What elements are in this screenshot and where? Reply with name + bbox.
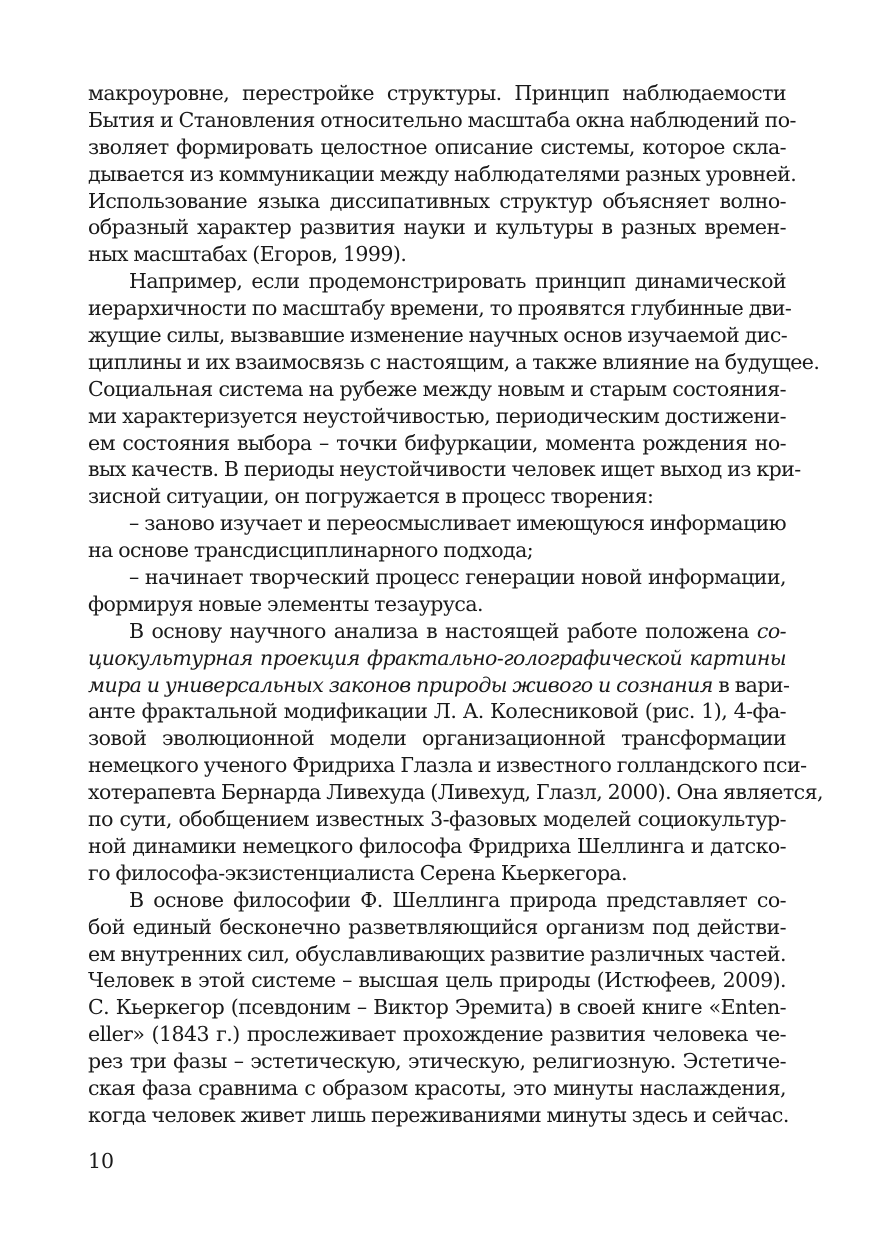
text-line: зисной ситуации, он погружается в процесс творения: (88, 484, 654, 509)
text-line-italic: циокультурная проекция фрактально-голографической картины (88, 645, 786, 670)
text-line: хотерапевта Бернарда Ливехуда (Ливехуд, Глазл, 2000). Она является, (88, 780, 823, 805)
text-line: зволяет формировать целостное описание системы, которое скла- (88, 134, 786, 159)
text-line: циплины и их взаимосвязь с настоящим, а также влияние на будущее. (88, 349, 820, 374)
text-normal: В основу научного анализа в настоящей работе положена (129, 618, 757, 643)
text-line: Например, если продемонстрировать принцип динамической (129, 269, 786, 294)
text-line: бой единый бесконечно разветвляющийся организм под действи- (88, 914, 786, 939)
text-line (88, 618, 786, 645)
text-line: рез три фазы – эстетическую, этическую, религиозную. Эстетиче- (88, 1049, 786, 1074)
text-line: иерархичности по масштабу времени, то проявятся глубинные дви- (88, 296, 792, 321)
paragraph-1 (88, 80, 797, 268)
text-line: го философа-экзистенциалиста Серена Кьеркегора. (88, 860, 628, 885)
text-italic: со- (756, 618, 786, 643)
paragraph-2 (88, 268, 820, 510)
text-line: анте фрактальной модификации Л. А. Колесниковой (рис. 1), 4-фа- (88, 699, 786, 724)
text-line: жущие силы, вызвавшие изменение научных основ изучаемой дис- (88, 323, 788, 348)
page-body-text (88, 80, 823, 1129)
list-item-2 (88, 564, 786, 618)
text-line: ми характеризуется неустойчивостью, периодическим достижени- (88, 403, 786, 428)
text-line: немецкого ученого Фридриха Глазла и известного голландского пси- (88, 753, 807, 778)
text-line: дывается из коммуникации между наблюдателями разных уровней. (88, 161, 797, 186)
text-line: макроуровне, перестройке структуры. Принцип наблюдаемости (88, 81, 786, 105)
text-line: ем внутренних сил, обуславливающих развитие различных частей. (88, 941, 786, 966)
text-line: ская фаза сравнима с образом красоты, это минуты наслаждения, (88, 1075, 786, 1100)
paragraph-4 (88, 887, 789, 1129)
text-line: – заново изучает и переосмысливает имеющуюся информацию (129, 511, 786, 536)
text-line: зовой эволюционной модели организационной трансформации (88, 726, 786, 751)
text-line: по сути, обобщением известных 3-фазовых моделей социокультур- (88, 807, 786, 832)
text-line (88, 672, 790, 699)
text-line: формируя новые элементы тезауруса. (88, 591, 483, 616)
text-line: ных масштабах (Егоров, 1999). (88, 242, 407, 267)
text-line: ем состояния выбора – точки бифуркации, момента рождения но- (88, 430, 786, 455)
text-line: В основе философии Ф. Шеллинга природа представляет со- (129, 887, 786, 912)
list-item-1 (88, 510, 786, 564)
text-line: образный характер развития науки и культуры в разных времен- (88, 215, 786, 240)
text-line: eller» (1843 г.) прослеживает прохождение развития человека че- (88, 1022, 786, 1047)
text-line: – начинает творческий процесс генерации новой информации, (129, 565, 786, 590)
text-line: когда человек живет лишь переживаниями минуты здесь и сейчас. (88, 1102, 789, 1127)
text-line: Бытия и Становления относительно масштаба окна наблюдений по- (88, 107, 796, 132)
text-line: С. Кьеркегор (псевдоним – Виктор Эремита) в своей книге «Enten- (88, 995, 786, 1020)
page-number: 10 (88, 1149, 115, 1173)
text-normal: в вари- (712, 672, 790, 697)
text-line: Социальная система на рубеже между новым и старым состояния- (88, 376, 786, 401)
text-line: на основе трансдисциплинарного подхода; (88, 538, 534, 563)
text-italic: мира и универсальных законов природы живого и сознания (88, 672, 713, 697)
text-line: Использование языка диссипативных структур объясняет волно- (88, 188, 786, 213)
text-line: Человек в этой системе – высшая цель природы (Истюфеев, 2009). (88, 968, 786, 993)
paragraph-3 (88, 618, 823, 887)
text-line: вых качеств. В периоды неустойчивости человек ищет выход из кри- (88, 457, 801, 482)
text-line: ной динамики немецкого философа Фридриха Шеллинга и датско- (88, 833, 786, 858)
